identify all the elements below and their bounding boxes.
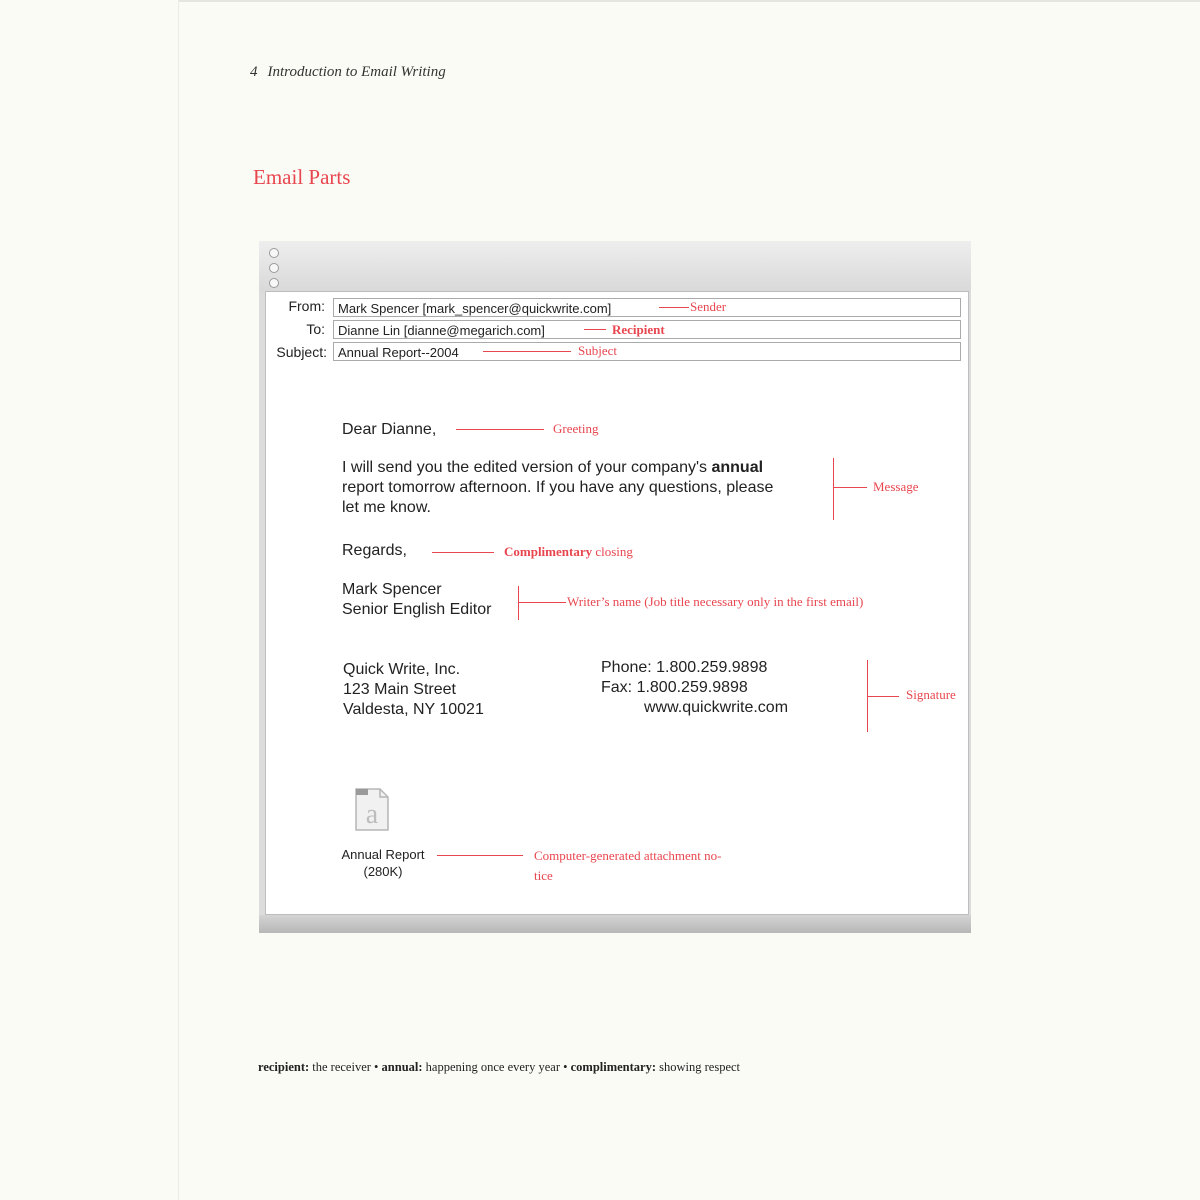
page-number: 4: [250, 64, 258, 80]
writer-block: [342, 580, 491, 620]
glossary-term-recipient: recipient:: [258, 1060, 310, 1074]
greeting-annotation: Greeting: [553, 421, 599, 436]
to-field[interactable]: Dianne Lin [dianne@megarich.com]: [333, 320, 961, 339]
writer-name-annotation: Writer’s name (Job title necessary only in the first email): [567, 594, 864, 609]
running-head: [250, 64, 446, 81]
to-label: To:: [306, 321, 325, 337]
fax-number: Fax: 1.800.259.9898: [601, 679, 748, 696]
glossary-term-complimentary: complimentary:: [570, 1060, 657, 1074]
glossary-term-annual: annual:: [381, 1060, 423, 1074]
attachment-name: Annual Report: [341, 847, 425, 862]
street-address: 123 Main Street: [343, 681, 456, 698]
sender-annotation: Sender: [690, 299, 727, 314]
attachment-size: (280K): [363, 864, 403, 879]
subject-pointer-line: [483, 351, 571, 352]
closing-annotation: [504, 544, 633, 560]
attachment-label[interactable]: [330, 846, 436, 880]
glossary-def-annual: happening once every year •: [422, 1060, 571, 1074]
greeting-text: Dear Dianne,: [342, 421, 437, 438]
greeting-pointer-line: [456, 429, 544, 430]
attachment-annotation-line-1: Computer-generated attachment no-: [534, 848, 722, 863]
message-body: [342, 458, 822, 518]
writer-name: Mark Spencer: [342, 581, 442, 598]
closing-text: Regards,: [342, 542, 407, 559]
message-bracket: [833, 458, 834, 520]
closing-pointer-line: [432, 552, 494, 553]
page-edge: [178, 0, 1200, 2]
window-titlebar: [259, 241, 971, 291]
window-control-dot-icon: [269, 248, 279, 258]
attachment-annotation-line-2: tice: [534, 868, 553, 883]
message-annotation: Message: [873, 479, 919, 494]
window-control-dot-icon: [269, 278, 279, 288]
running-head-title: Introduction to Email Writing: [267, 64, 446, 80]
attachment-icon-letter: a: [365, 799, 379, 830]
sender-pointer-line: [659, 307, 689, 308]
recipient-pointer-line: [584, 329, 606, 330]
message-line-2: report tomorrow afternoon. If you have any questions, please: [342, 479, 774, 496]
complimentary-word: Complimentary: [504, 544, 593, 559]
glossary-def-recipient: the receiver •: [309, 1060, 382, 1074]
signature-pointer-line: [867, 696, 899, 697]
message-line-3: let me know.: [342, 499, 431, 516]
subject-label: Subject:: [276, 344, 327, 360]
closing-word: closing: [592, 544, 633, 559]
writer-pointer-line: [518, 602, 566, 603]
window-control-dot-icon: [269, 263, 279, 273]
phone-number: Phone: 1.800.259.9898: [601, 659, 768, 676]
company-name: Quick Write, Inc.: [343, 661, 461, 678]
section-title: Email Parts: [253, 165, 351, 189]
message-bold-word: annual: [711, 459, 764, 476]
attachment-file-icon[interactable]: [354, 786, 390, 832]
from-label: From:: [288, 298, 325, 314]
glossary-footnote: [258, 1060, 740, 1075]
signature-address: [343, 660, 484, 720]
page-edge-left: [178, 0, 179, 1200]
signature-annotation: Signature: [906, 687, 956, 702]
window-bottom-bar: [259, 915, 971, 933]
writer-title: Senior English Editor: [342, 601, 492, 618]
message-line-1: I will send you the edited version of your company's: [342, 459, 712, 476]
city-address: Valdesta, NY 10021: [343, 701, 484, 718]
subject-field[interactable]: Annual Report--2004: [333, 342, 961, 361]
message-pointer-line: [833, 487, 867, 488]
subject-annotation: Subject: [578, 343, 617, 358]
website: www.quickwrite.com: [644, 699, 789, 716]
writer-bracket: [518, 586, 519, 620]
attachment-annotation: [534, 846, 721, 886]
recipient-annotation: Recipient: [612, 322, 665, 337]
glossary-def-complimentary: showing respect: [656, 1060, 741, 1074]
from-field[interactable]: Mark Spencer [mark_spencer@quickwrite.com]: [333, 298, 961, 317]
attachment-pointer-line: [437, 855, 523, 856]
signature-contact: [601, 658, 788, 718]
